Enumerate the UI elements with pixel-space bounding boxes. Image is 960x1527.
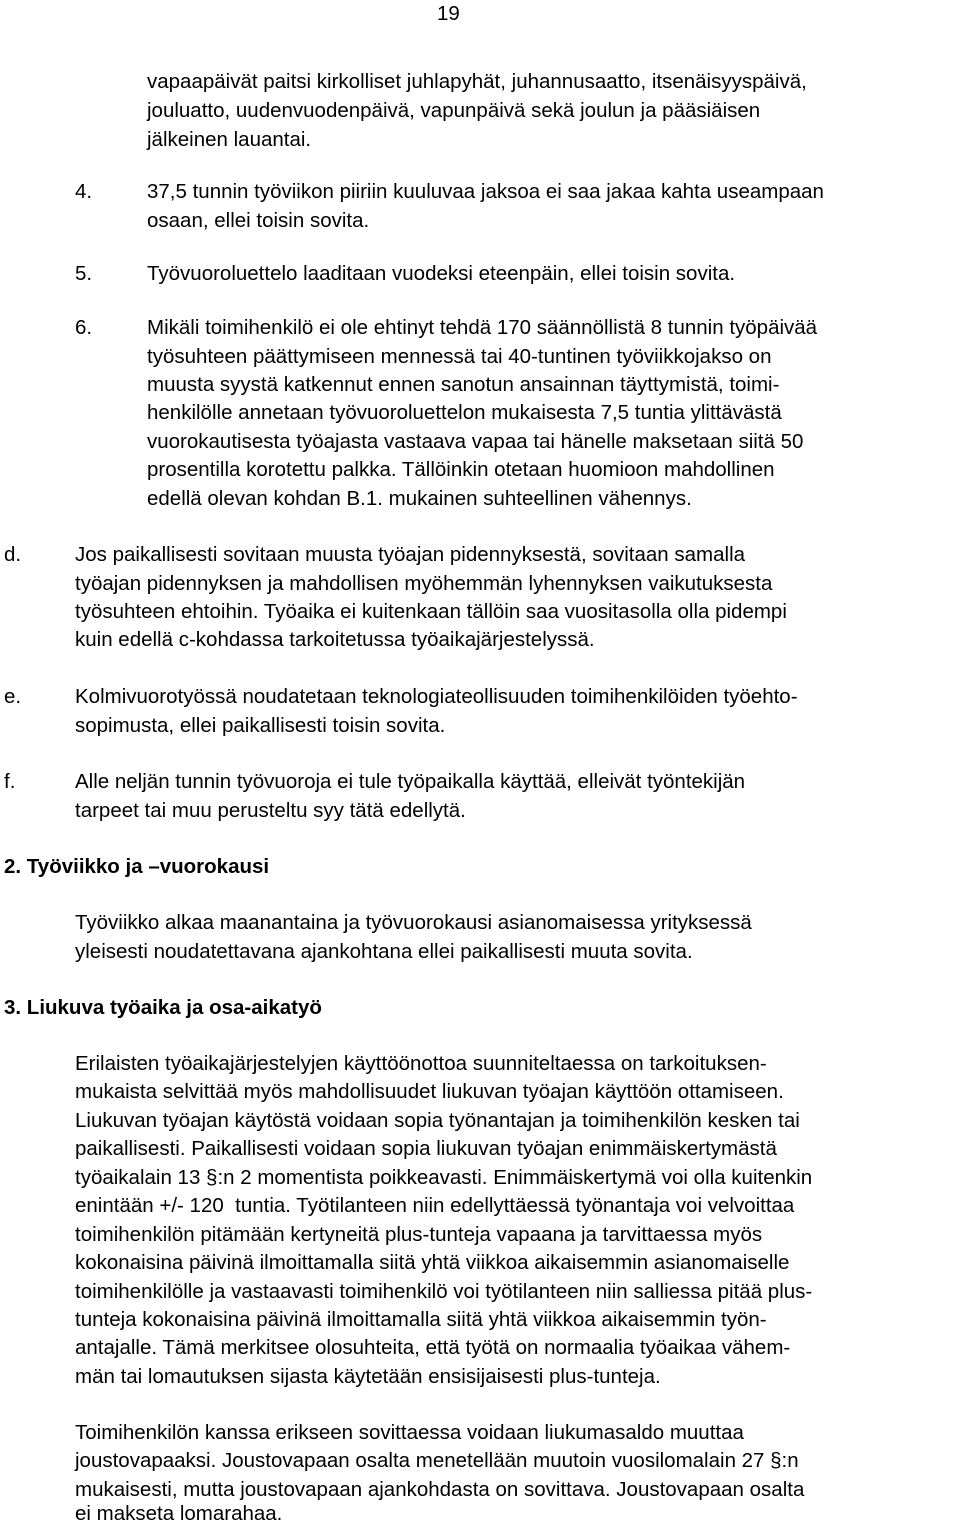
list-item-line: osaan, ellei toisin sovita. — [147, 209, 370, 232]
list-item-line: henkilölle annetaan työvuoroluettelon mukaisesta 7,5 tuntia ylittävästä — [147, 401, 782, 424]
intro-line: jälkeinen lauantai. — [147, 128, 312, 151]
list-item-line: muusta syystä katkennut ennen sanotun ansainnan täyttymistä, toimi- — [147, 373, 780, 396]
section-line: tarpeet tai muu perusteltu syy tätä edellytä. — [75, 799, 466, 822]
list-item-label: 4. — [75, 180, 93, 203]
paragraph-line: mukaista selvittää myös mahdollisuudet liukuvan työajan käyttöön ottamiseen. — [75, 1080, 784, 1103]
list-item-label: 5. — [75, 262, 93, 285]
paragraph-line: yleisesti noudatettavana ajankohtana ellei paikallisesti muuta sovita. — [75, 940, 693, 963]
paragraph-line: tunteja kokonaisina päivinä ilmoittamalla siitä yhtä viikkoa aikaisemmin työn- — [75, 1308, 767, 1331]
section-line: Jos paikallisesti sovitaan muusta työajan pidennyksestä, sovitaan samalla — [75, 543, 746, 566]
list-item-line: 37,5 tunnin työviikon piiriin kuuluvaa jaksoa ei saa jakaa kahta useampaan — [147, 180, 824, 203]
paragraph-line: Liukuvan työajan käytöstä voidaan sopia työnantajan ja toimihenkilön kesken tai — [75, 1109, 800, 1132]
section-line: Kolmivuorotyössä noudatetaan teknologiateollisuuden toimihenkilöiden työehto- — [75, 685, 798, 708]
paragraph-line: toimihenkilön pitämään kertyneitä plus-tunteja vapaana ja tarvittaessa myös — [75, 1223, 763, 1246]
page-number: 19 — [437, 2, 460, 25]
paragraph-line: työaikalain 13 §:n 2 momentista poikkeavasti. Enimmäiskertymä voi olla kuitenkin — [75, 1166, 813, 1189]
list-item-line: työsuhteen päättymiseen mennessä tai 40-tuntinen työviikkojakso on — [147, 345, 772, 368]
paragraph-line: mukaisesti, mutta joustovapaan ajankohdasta on sovittava. Joustovapaan osalta — [75, 1478, 805, 1501]
list-item-line: edellä olevan kohdan B.1. mukainen suhteellinen vähennys. — [147, 487, 692, 510]
section-line: työsuhteen ehtoihin. Työaika ei kuitenkaan tällöin saa vuositasolla olla pidempi — [75, 600, 787, 623]
paragraph-line: antajalle. Tämä merkitsee olosuhteita, että työtä on normaalia työaikaa vähem- — [75, 1336, 791, 1359]
section-label: e. — [4, 685, 22, 708]
intro-line: jouluatto, uudenvuodenpäivä, vapunpäivä sekä joulun ja pääsiäisen — [147, 99, 761, 122]
list-item-line: vuorokautisesta työajasta vastaava vapaa tai hänelle maksetaan siitä 50 — [147, 430, 804, 453]
section-label: f. — [4, 770, 16, 793]
paragraph-line: Työviikko alkaa maanantaina ja työvuorokausi asianomaisessa yrityksessä — [75, 911, 752, 934]
paragraph-line: enintään +/- 120 tuntia. Työtilanteen niin edellyttäessä työnantaja voi velvoittaa — [75, 1194, 795, 1217]
paragraph-line: kokonaisina päivinä ilmoittamalla siitä yhtä viikkoa aikaisemmin asianomaiselle — [75, 1251, 790, 1274]
intro-line: vapaapäivät paitsi kirkolliset juhlapyhät, juhannusaatto, itsenäisyyspäivä, — [147, 70, 807, 93]
list-item-line: Mikäli toimihenkilö ei ole ehtinyt tehdä 170 säännöllistä 8 tunnin työpäivää — [147, 316, 818, 339]
section-line: sopimusta, ellei paikallisesti toisin sovita. — [75, 714, 446, 737]
list-item-label: 6. — [75, 316, 93, 339]
list-item-line: prosentilla korotettu palkka. Tällöinkin otetaan huomioon mahdollinen — [147, 458, 775, 481]
paragraph-line: Toimihenkilön kanssa erikseen sovittaessa voidaan liukumasaldo muuttaa — [75, 1421, 744, 1444]
section-line: kuin edellä c-kohdassa tarkoitetussa työaikajärjestelyssä. — [75, 628, 595, 651]
paragraph-line: ei makseta lomarahaa. — [75, 1502, 283, 1525]
paragraph-line: män tai lomautuksen sijasta käytetään ensisijaisesti plus-tunteja. — [75, 1365, 661, 1388]
section-line: Alle neljän tunnin työvuoroja ei tule työpaikalla käyttää, elleivät työntekijän — [75, 770, 746, 793]
list-item-line: Työvuoroluettelo laaditaan vuodeksi eteenpäin, ellei toisin sovita. — [147, 262, 736, 285]
section-heading: 2. Työviikko ja –vuorokausi — [4, 855, 270, 878]
section-label: d. — [4, 543, 22, 566]
paragraph-line: Erilaisten työaikajärjestelyjen käyttöönottoa suunniteltaessa on tarkoituksen- — [75, 1052, 767, 1075]
paragraph-line: joustovapaaksi. Joustovapaan osalta menetellään muutoin vuosilomalain 27 §:n — [75, 1449, 799, 1472]
paragraph-line: paikallisesti. Paikallisesti voidaan sopia liukuvan työajan enimmäiskertymästä — [75, 1137, 777, 1160]
paragraph-line: toimihenkilölle ja vastaavasti toimihenkilö voi työtilanteen niin salliessa pitää plus- — [75, 1280, 813, 1303]
section-line: työajan pidennyksen ja mahdollisen myöhemmän lyhennyksen vaikutuksesta — [75, 572, 773, 595]
section-heading: 3. Liukuva työaika ja osa-aikatyö — [4, 996, 322, 1019]
